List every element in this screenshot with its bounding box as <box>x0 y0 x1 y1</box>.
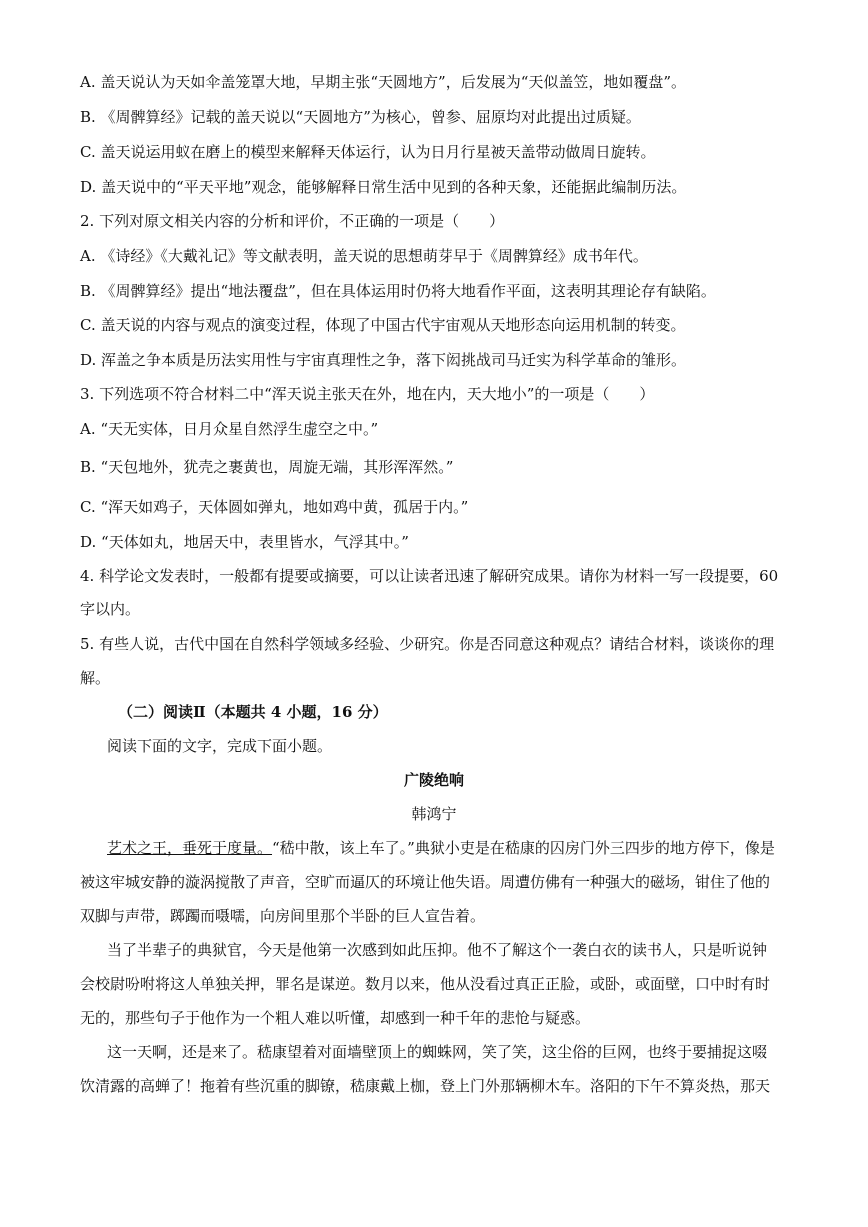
q3-stem: 3. 下列选项不符合材料二中“浑天说主张天在外，地在内，天大地小”的一项是（ ） <box>80 385 655 403</box>
article-p1-line-1 <box>107 838 775 858</box>
q1-option-a: A. 盖天说认为天如伞盖笼罩大地，早期主张“天圆地方”，后发展为“天似盖笠，地如覆盘”。 <box>80 73 687 91</box>
q1-option-c: C. 盖天说运用蚁在磨上的模型来解释天体运行，认为日月行星被天盖带动做周日旋转。 <box>80 143 656 161</box>
q3-option-a: A. “天无实体，日月众星自然浮生虚空之中。” <box>80 420 379 438</box>
article-title: 广陵绝响 <box>403 771 464 789</box>
article-p1-line-2: 被这牢城安静的漩涡搅散了声音，空旷而逼仄的环境让他失语。周遭仿佛有一种强大的磁场，钳住了他的 <box>80 873 771 891</box>
q2-option-b: B. 《周髀算经》提出“地法覆盘”，但在具体运用时仍将大地看作平面，这表明其理论存有缺陷。 <box>80 282 716 300</box>
q4-line-1: 4. 科学论文发表时，一般都有提要或摘要，可以让读者迅速了解研究成果。请你为材料一写一段提要，60 <box>80 567 779 585</box>
article-p2-line-3: 无的，那些句子于他作为一个粗人难以听懂，却感到一种千年的悲怆与疑惑。 <box>80 1009 591 1027</box>
article-author: 韩鸿宁 <box>411 805 457 823</box>
article-p3-line-2: 饮清露的高蝉了！拖着有些沉重的脚镣，嵇康戴上枷，登上门外那辆柳木车。洛阳的下午不算炎热，那天 <box>80 1077 771 1095</box>
q2-option-a: A. 《诗经》《大戴礼记》等文献表明，盖天说的思想萌芽早于《周髀算经》成书年代。 <box>80 247 648 265</box>
q2-option-c: C. 盖天说的内容与观点的演变过程，体现了中国古代宇宙观从天地形态向运用机制的转变。 <box>80 316 686 334</box>
q3-option-d: D. “天体如丸，地居天中，表里皆水，气浮其中。” <box>80 533 409 551</box>
q5-line-1: 5. 有些人说，古代中国在自然科学领域多经验、少研究。你是否同意这种观点？请结合材料，谈谈你的理 <box>80 635 775 653</box>
q4-line-2: 字以内。 <box>80 600 141 618</box>
q1-option-d: D. 盖天说中的“平天平地”观念，能够解释日常生活中见到的各种天象，还能据此编制历法。 <box>80 178 687 196</box>
q5-line-2: 解。 <box>80 669 111 687</box>
p1-line-1-rest: “嵇中散，该上车了。”典狱小吏是在嵇康的囚房门外三四步的地方停下，像是 <box>272 839 775 857</box>
article-p2-line-2: 会校尉吩咐将这人单独关押，罪名是谋逆。数月以来，他从没看过真正正脸，或卧，或面壁，口中时有时 <box>80 975 771 993</box>
section-instruction: 阅读下面的文字，完成下面小题。 <box>107 737 333 755</box>
q2-option-d: D. 浑盖之争本质是历法实用性与宇宙真理性之争，落下闳挑战司马迁实为科学革命的雏形。 <box>80 351 687 369</box>
section-heading: （二）阅读Ⅱ（本题共 4 小题，16 分） <box>118 703 388 721</box>
article-p3-line-1: 这一天啊，还是来了。嵇康望着对面墙壁顶上的蜘蛛网，笑了笑，这尘俗的巨网，也终于要捕捉这啜 <box>107 1043 768 1061</box>
article-p1-line-3: 双脚与声带，踯躅而嗫嚅，向房间里那个半卧的巨人宣告着。 <box>80 907 486 925</box>
q2-stem: 2. 下列对原文相关内容的分析和评价，不正确的一项是（ ） <box>80 212 505 230</box>
q3-option-b: B. “天包地外，犹壳之裹黄也，周旋无端，其形浑浑然。” <box>80 458 454 476</box>
q3-option-c: C. “浑天如鸡子，天体圆如弹丸，地如鸡中黄，孤居于内。” <box>80 498 469 516</box>
article-p2-line-1: 当了半辈子的典狱官，今天是他第一次感到如此压抑。他不了解这个一袭白衣的读书人，只是听说钟 <box>107 941 768 959</box>
underlined-sentence: 艺术之王，垂死于度量。 <box>107 839 273 857</box>
q1-option-b: B. 《周髀算经》记载的盖天说以“天圆地方”为核心，曾参、屈原均对此提出过质疑。 <box>80 108 641 126</box>
